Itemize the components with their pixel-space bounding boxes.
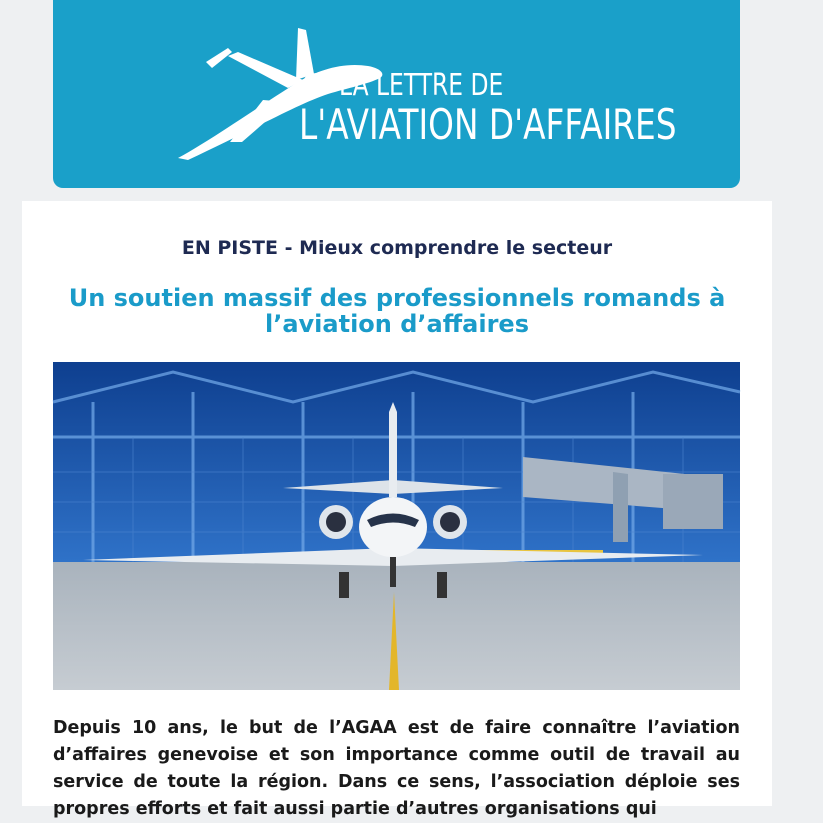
article-card [22,201,772,819]
hero-image [53,362,740,690]
article-body: Depuis 10 ans, le but de l’AGAA est de faire connaître l’aviation d’affaires genevoise et son importance comme outil de travail au service de toute la région. Dans ce sens, l’association déploie ses propres efforts et fait aussi partie d’autres organisations qui [53,718,740,819]
newsletter-header-banner [53,0,740,188]
article-headline: Un soutien massif des professionnels romands à l’aviation d’affaires [68,284,726,338]
section-kicker: EN PISTE - Mieux comprendre le secteur [181,237,613,259]
logo-title-line2: L'AVIATION D'AFFAIRES [299,100,677,149]
logo-title-line1: LA LETTRE DE [339,68,504,103]
